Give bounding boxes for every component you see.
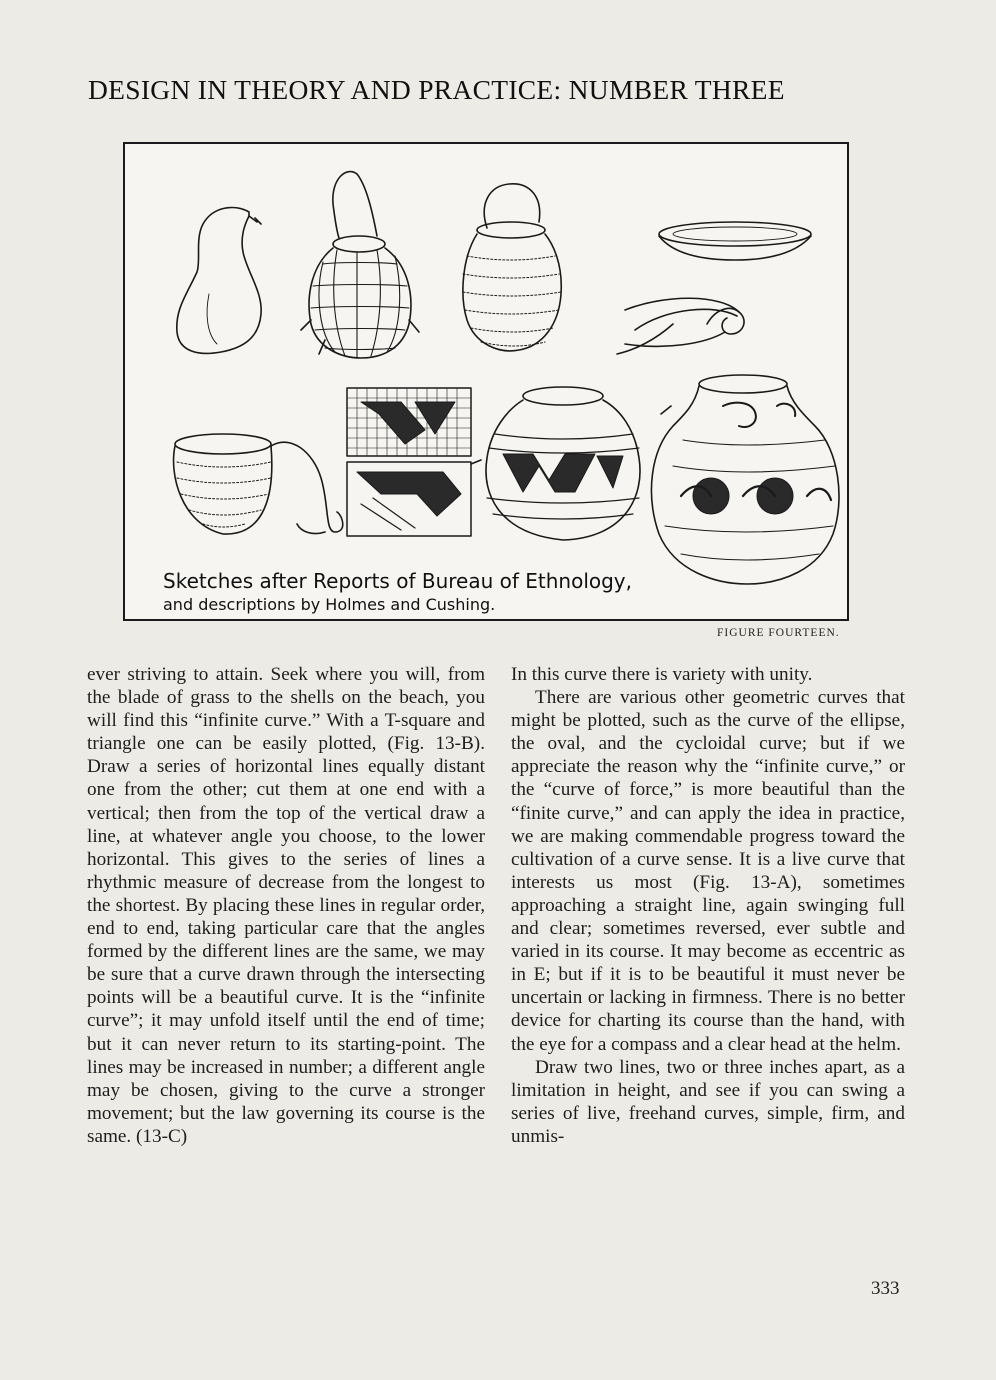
small-basket-sketch [174, 434, 343, 534]
coiled-basket-sketch [463, 184, 561, 351]
decorated-jar-sketch [471, 387, 640, 540]
figure-fourteen-illustration [123, 142, 849, 621]
left-text-column [87, 663, 485, 1148]
paragraph: ever striving to attain. Seek where you will, from the blade of grass to the shells on the beach, you will find this “infinite curve.” With a T-square and triangle one can be easily plotted, (Fig. 13-B). Draw a series of horizontal lines equally distant one from the other; cut them at one end with a vertical; then from the top of the vertical draw a line, at whatever angle you choose, to the lower horizontal. This gives to the series of lines a rhythmic measure of decrease from the longest to the shortest. By placing these lines in regular order, end to end, taking particular care that the angles formed by the different lines are the same, we may be sure that a curve drawn through the intersecting points will be a beautiful curve. It is the “infinite curve”; it may unfold itself until the end of time; but it can never return to its starting-point. The lines may be increased in number; a different angle may be chosen, giving to the curve a stronger movement; but the law governing its course is the same. (13-C) [87, 664, 485, 1147]
shallow-tray-sketch [659, 222, 811, 260]
page-number: 333 [871, 1278, 900, 1299]
right-text-column [511, 663, 905, 1148]
figure-caption-line-2: and descriptions by Holmes and Cushing. [163, 595, 496, 614]
figure-label: FIGURE FOURTEEN. [717, 627, 840, 639]
coil-spiral-sketch [617, 298, 744, 354]
paragraph: Draw two lines, two or three inches apart, as a limitation in height, and see if you can swing a series of live, freehand curves, simple, firm, and unmis- [511, 1056, 905, 1147]
large-olla-sketch [651, 375, 839, 584]
figure-caption-line-1: Sketches after Reports of Bureau of Ethnology, [163, 569, 633, 593]
paragraph: There are various other geometric curves that might be plotted, such as the curve of the ellipse, the oval, and the cycloidal curve; but if we appreciate the reason why the “infinite curve,” or the “curve of force,” is more beautiful than the “finite curve,” and can apply the idea in practice, we are making commendable progress toward the cultivation of a curve sense. It is a live curve that interests us most (Fig. 13-A), sometimes approaching a straight line, again swinging full and clear; sometimes reversed, ever subtle and varied in its course. It may become as eccentric as in E; but if it is to be beautiful it must never be uncertain or lacking in firmness. There is no better device for charting its course than the hand, with the eye for a compass and a clear head at the helm. [511, 687, 905, 1055]
page-title: DESIGN IN THEORY AND PRACTICE: NUMBER THREE [88, 74, 785, 105]
netted-jar-sketch [301, 172, 419, 358]
pattern-grid-sketch [347, 388, 471, 536]
gourd-sketch [177, 208, 261, 354]
paragraph: In this curve there is variety with unity. [511, 664, 813, 685]
